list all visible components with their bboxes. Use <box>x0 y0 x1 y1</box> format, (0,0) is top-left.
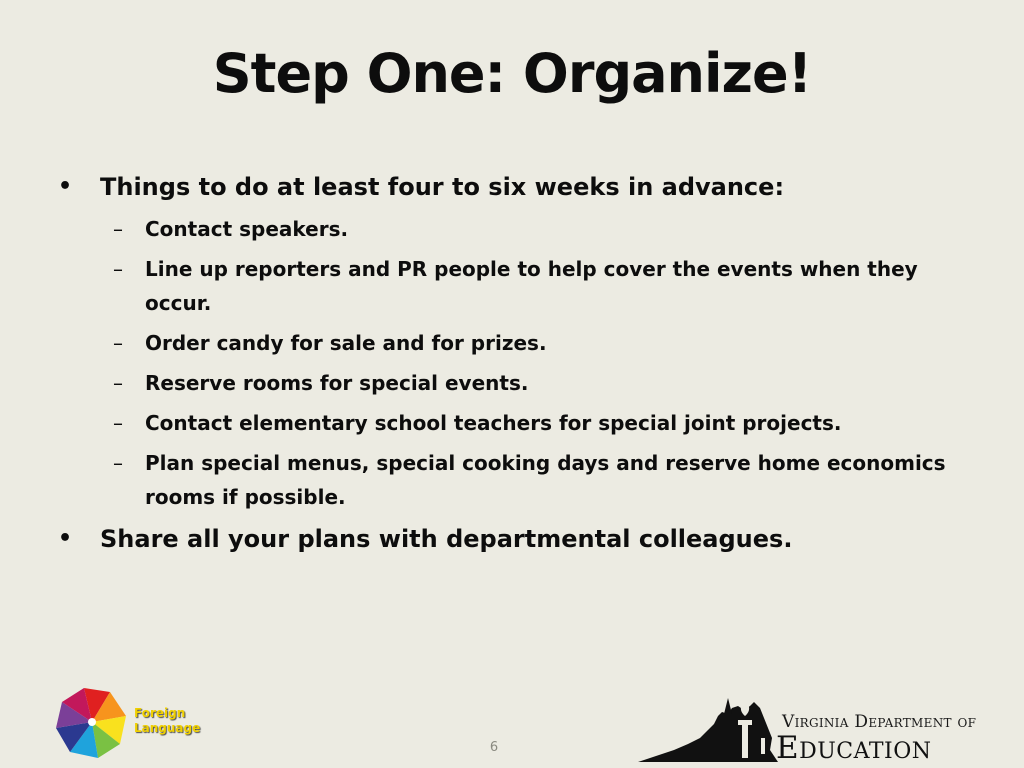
dash-marker: – <box>113 371 123 395</box>
sub-item-6 <box>58 446 978 514</box>
bullet-item-1 <box>58 168 978 206</box>
sub-item-text: Order candy for sale and for prizes. <box>145 331 547 355</box>
bullet-marker: • <box>58 526 73 551</box>
slide-title: Step One: Organize! <box>212 42 812 105</box>
fl-line2: Language <box>134 721 201 735</box>
vdoe-line2: Education <box>776 730 932 766</box>
dash-marker: – <box>113 257 123 281</box>
sub-item-4 <box>58 366 978 400</box>
page-number: 6 <box>489 740 499 755</box>
dash-marker: – <box>113 451 123 475</box>
fl-line1: Foreign <box>134 706 186 720</box>
dash-marker: – <box>113 411 123 435</box>
sub-list <box>58 212 978 514</box>
foreign-language-wordmark <box>134 706 200 736</box>
bullet-text: Share all your plans with departmental colleagues. <box>100 525 793 553</box>
vdoe-logo <box>636 694 998 766</box>
sub-item-text: Plan special menus, special cooking days and reserve home economics rooms if possible. <box>145 451 946 509</box>
bullet-marker: • <box>58 174 73 199</box>
slide-body <box>58 168 978 558</box>
virginia-state-map-icon <box>636 694 784 766</box>
sub-item-text: Contact elementary school teachers for special joint projects. <box>145 411 842 435</box>
bullet-text: Things to do at least four to six weeks in advance: <box>100 173 785 201</box>
sub-item-text: Reserve rooms for special events. <box>145 371 529 395</box>
vdoe-line1: Virginia Department of <box>782 712 977 732</box>
pinwheel-icon <box>52 684 132 762</box>
sub-item-5 <box>58 406 978 440</box>
sub-item-3 <box>58 326 978 360</box>
dash-marker: – <box>113 217 123 241</box>
sub-item-1 <box>58 212 978 246</box>
sub-item-2 <box>58 252 978 320</box>
bullet-item-2 <box>58 520 978 558</box>
sub-item-text: Line up reporters and PR people to help cover the events when they occur. <box>145 257 918 315</box>
dash-marker: – <box>113 331 123 355</box>
foreign-language-logo <box>52 684 202 762</box>
sub-item-text: Contact speakers. <box>145 217 349 241</box>
